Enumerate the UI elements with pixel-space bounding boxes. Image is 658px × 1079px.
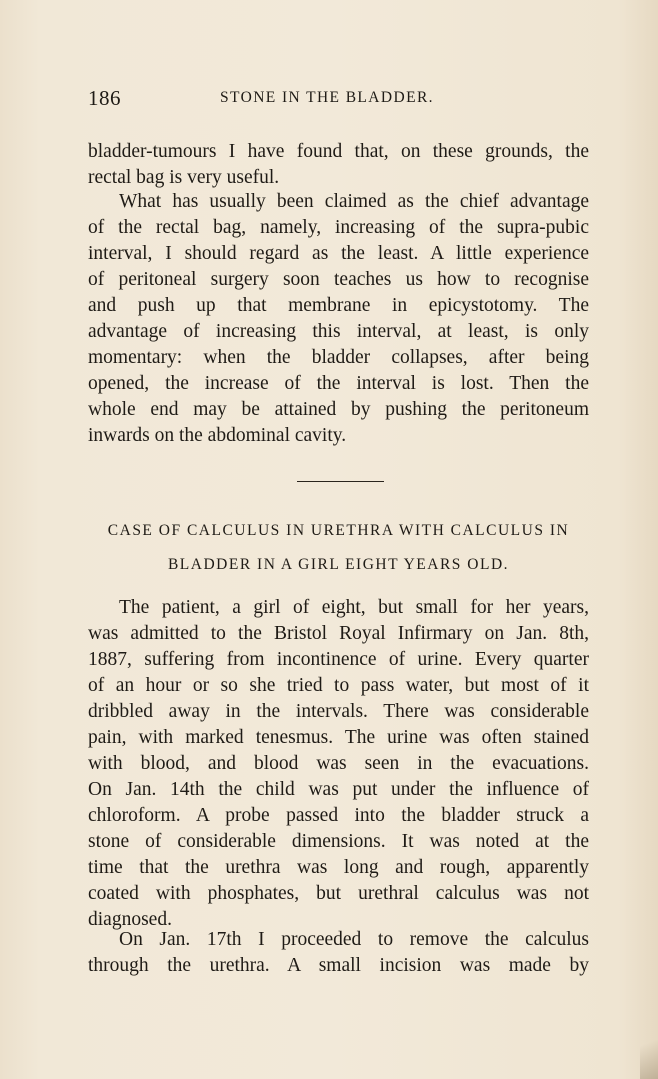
text-line: rectal bag is very useful.: [88, 167, 280, 188]
text-line: pain, with marked tenesmus. The urine was often stained: [88, 727, 589, 748]
text-line: The patient, a girl of eight, but small for her years,: [119, 597, 589, 618]
text-line: of peritoneal surgery soon teaches us how to recognise: [88, 269, 589, 290]
text-line: interval, I should regard as the least. A little experience: [88, 243, 589, 264]
case-heading-line-1: CASE OF CALCULUS IN URETHRA WITH CALCULUS IN: [107, 522, 570, 539]
text-line: bladder-tumours I have found that, on these grounds, the: [88, 141, 589, 162]
text-line: and push up that membrane in epicystotomy. The: [88, 295, 589, 316]
text-line: through the urethra. A small incision was made by: [88, 955, 589, 976]
text-line: coated with phosphates, but urethral calculus was not: [88, 883, 589, 904]
running-head: [88, 86, 588, 116]
paragraph-patient: [88, 595, 589, 933]
page-number: 186: [88, 86, 121, 110]
page-curl-shadow: [640, 1019, 658, 1079]
text-line: stone of considerable dimensions. It was noted at the: [88, 831, 589, 852]
paragraph-rectal-bag: [88, 189, 589, 449]
text-line: 1887, suffering from incontinence of urine. Every quarter: [88, 649, 589, 670]
text-line: momentary: when the bladder collapses, after being: [88, 347, 589, 368]
text-line: chloroform. A probe passed into the bladder struck a: [88, 805, 589, 826]
running-head-title: STONE IN THE BLADDER.: [220, 89, 434, 106]
case-heading-line-2: BLADDER IN A GIRL EIGHT YEARS OLD.: [167, 556, 510, 573]
text-line: of the rectal bag, namely, increasing of the supra-pubic: [88, 217, 589, 238]
text-line: On Jan. 17th I proceeded to remove the calculus: [119, 929, 589, 950]
paragraph-continued: [88, 139, 589, 191]
text-line: dribbled away in the intervals. There was considerable: [88, 701, 589, 722]
paragraph-procedure: [88, 927, 589, 979]
text-line: opened, the increase of the interval is lost. Then the: [88, 373, 589, 394]
text-line: time that the urethra was long and rough, apparently: [88, 857, 589, 878]
section-divider: [297, 481, 384, 482]
text-line: inwards on the abdominal cavity.: [88, 425, 347, 446]
text-line: of an hour or so she tried to pass water, but most of it: [88, 675, 589, 696]
text-line: diagnosed.: [88, 909, 172, 930]
text-line: whole end may be attained by pushing the peritoneum: [88, 399, 589, 420]
text-line: with blood, and blood was seen in the evacuations.: [88, 753, 589, 774]
text-line: On Jan. 14th the child was put under the influence of: [88, 779, 589, 800]
text-line: What has usually been claimed as the chief advantage: [119, 191, 589, 212]
text-line: advantage of increasing this interval, at least, is only: [88, 321, 589, 342]
text-line: was admitted to the Bristol Royal Infirmary on Jan. 8th,: [88, 623, 589, 644]
